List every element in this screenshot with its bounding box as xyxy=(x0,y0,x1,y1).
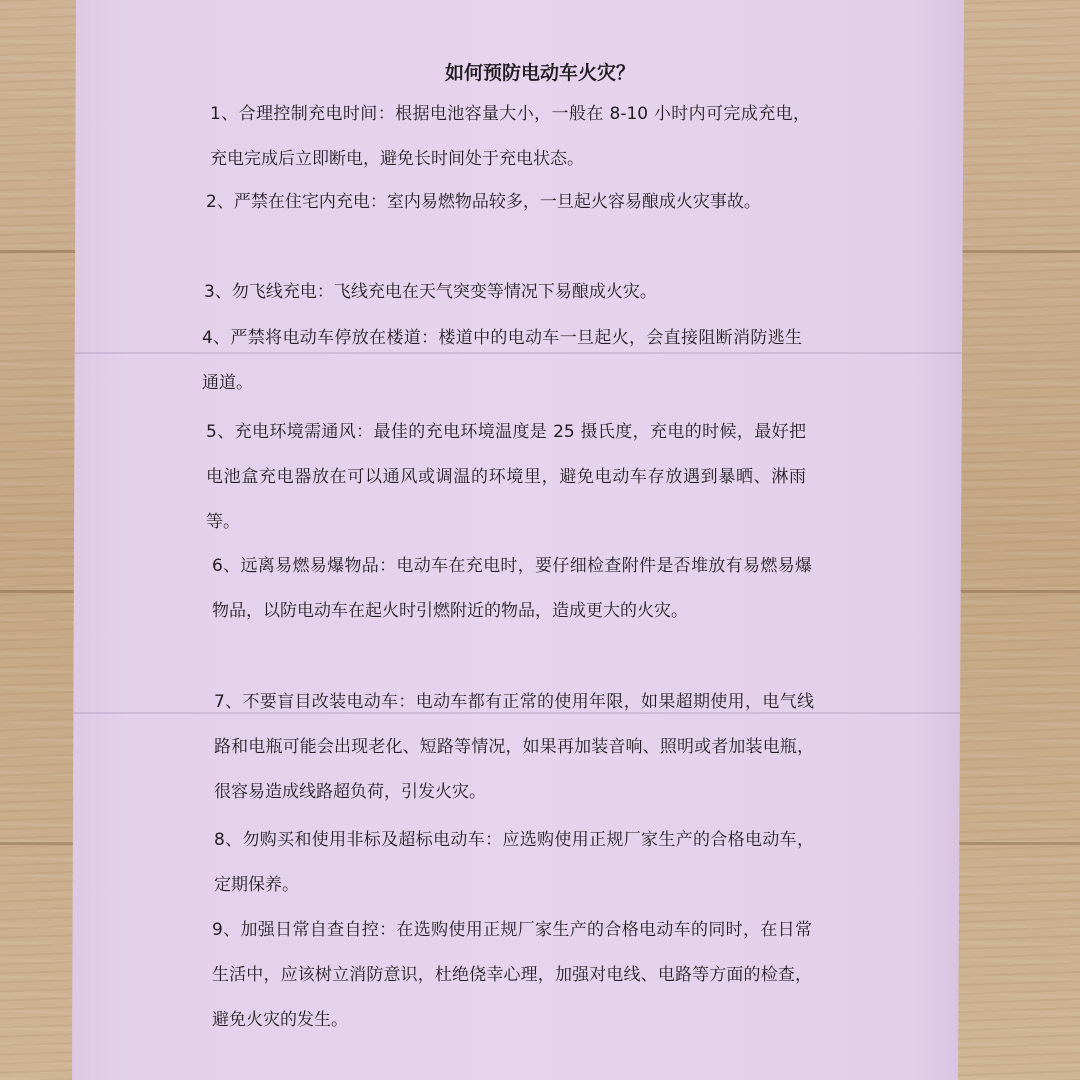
paragraph-2: 2、严禁在住宅内充电：室内易燃物品较多，一旦起火容易酿成火灾事故。 xyxy=(206,192,761,212)
document-title: 如何预防电动车火灾？ xyxy=(444,62,635,84)
paragraph-5: 5、充电环境需通风：最佳的充电环境温度是 25 摄氏度，充电的时候，最好把电池盒充电器放在可以通风或调温的环境里，避免电动车存放遇到暴晒、淋雨等。 xyxy=(206,422,806,532)
paragraph-8: 8、勿购买和使用非标及超标电动车：应选购使用正规厂家生产的合格电动车，定期保养。 xyxy=(214,830,814,895)
paragraph-7: 7、不要盲目改装电动车：电动车都有正常的使用年限，如果超期使用，电气线路和电瓶可能会出现老化、短路等情况，如果再加装音响、照明或者加装电瓶，很容易造成线路超负荷，引发火灾。 xyxy=(214,692,814,802)
paragraph-4: 4、严禁将电动车停放在楼道：楼道中的电动车一旦起火，会直接阻断消防逃生通道。 xyxy=(202,328,802,393)
paragraph-3: 3、勿飞线充电：飞线充电在天气突变等情况下易酿成火灾。 xyxy=(204,282,657,302)
paragraph-6: 6、远离易燃易爆物品：电动车在充电时，要仔细检查附件是否堆放有易燃易爆物品，以防电动车在起火时引燃附近的物品，造成更大的火灾。 xyxy=(212,556,812,621)
paragraph-1: 1、合理控制充电时间：根据电池容量大小，一般在 8-10 小时内可完成充电，充电完成后立即断电，避免长时间处于充电状态。 xyxy=(210,104,810,169)
paragraph-9: 9、加强日常自查自控：在选购使用正规厂家生产的合格电动车的同时，在日常生活中，应该树立消防意识，杜绝侥幸心理，加强对电线、电路等方面的检查，避免火灾的发生。 xyxy=(212,920,812,1030)
